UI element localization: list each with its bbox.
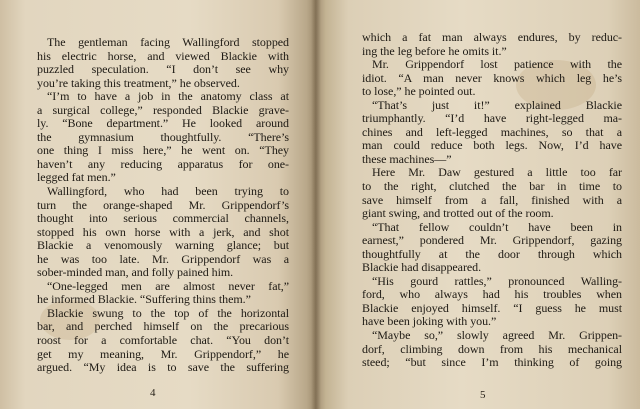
text-line: which a fat man always endures, by reduc- bbox=[362, 31, 622, 44]
text-line: stopped his own horse with a jerk, and shot bbox=[37, 225, 289, 239]
text-line: legged fat men.” bbox=[37, 171, 116, 185]
text-line: bar, and perched himself on the precarious bbox=[37, 320, 289, 334]
text-line: steed; “but since I’m thinking of going bbox=[362, 356, 622, 370]
text-line: a surgical college,” responded Blackie grave- bbox=[37, 103, 289, 117]
text-line: ing the leg before he omits it.” bbox=[362, 44, 507, 58]
text-line: argued. “My idea is to save the suffering bbox=[37, 361, 289, 375]
text-line: to the right, clutched the bar in time to bbox=[362, 180, 622, 194]
text-line: “Maybe so,” slowly agreed Mr. Grippen- bbox=[372, 329, 622, 343]
text-line: ly. “Bone department.” He looked around bbox=[37, 117, 289, 131]
right-page-text bbox=[362, 31, 622, 370]
text-line: “I’m to have a job in the anatomy class at bbox=[47, 90, 289, 104]
text-line: thoughtfully at the door through which bbox=[362, 247, 622, 261]
text-line: roost for a comfortable chat. “You don’t bbox=[37, 334, 289, 348]
text-line: idiot. “A man never knows which leg he’s bbox=[362, 71, 622, 85]
text-line: “That fellow couldn’t have been in bbox=[372, 220, 622, 234]
text-line: haven’t any reducing apparatus for one- bbox=[37, 157, 289, 171]
text-line: chines and left-legged machines, so that a bbox=[362, 125, 622, 139]
text-line: Blackie a venomously warning glance; but bbox=[37, 239, 289, 253]
text-line: Blackie swung to the top of the horizontal bbox=[47, 306, 289, 320]
text-line: Blackie enjoyed himself. “I guess he must bbox=[362, 301, 622, 315]
text-line: dorf, climbing down from his mechanical bbox=[362, 342, 622, 356]
text-line: save himself from a fall, finished with a bbox=[362, 193, 622, 207]
text-line: he was too late. Mr. Grippendorf was a bbox=[37, 252, 289, 266]
text-line: the gymnasium thoughtfully. “There’s bbox=[37, 130, 289, 144]
text-line: “One-legged men are almost never fat,” bbox=[47, 279, 289, 293]
left-page-text bbox=[37, 36, 289, 375]
text-line: Blackie had disappeared. bbox=[362, 261, 482, 275]
text-line: ford, who always had his troubles when bbox=[362, 288, 622, 302]
text-line: Mr. Grippendorf lost patience with the bbox=[372, 58, 622, 72]
text-line: “His gourd rattles,” pronounced Walling- bbox=[372, 274, 622, 288]
text-line: Here Mr. Daw gestured a little too far bbox=[372, 166, 622, 180]
text-line: earnest,” pondered Mr. Grippendorf, gazing bbox=[362, 234, 622, 248]
text-line: get my meaning, Mr. Grippendorf,” he bbox=[37, 347, 289, 361]
text-line: turn the orange-shaped Mr. Grippendorf’s bbox=[37, 198, 289, 212]
page-number-left: 4 bbox=[150, 387, 156, 399]
book-gutter bbox=[311, 0, 321, 409]
right-page bbox=[316, 0, 640, 409]
text-line: man could reduce both legs. Now, I’d have bbox=[362, 139, 622, 153]
text-line: have been joking with you.” bbox=[362, 315, 497, 329]
text-line: giant swing, and trotted out of the room. bbox=[362, 207, 554, 221]
text-line: sober-minded man, and folly pained him. bbox=[37, 266, 234, 280]
text-line: The gentleman facing Wallingford stopped bbox=[47, 36, 289, 49]
text-line: one thing I miss here,” he went on. “They bbox=[37, 144, 289, 158]
text-line: puzzled speculation. “I don’t see why bbox=[37, 63, 289, 77]
text-line: his electric horse, and viewed Blackie with bbox=[37, 49, 289, 63]
text-line: to lose,” he pointed out. bbox=[362, 85, 476, 99]
text-line: these machines—” bbox=[362, 152, 452, 166]
text-line: Wallingford, who had been trying to bbox=[47, 185, 289, 199]
text-line: thought into serious commercial channels, bbox=[37, 212, 289, 226]
text-line: “That’s just it!” explained Blackie bbox=[372, 98, 622, 112]
page-number-right: 5 bbox=[480, 389, 486, 401]
left-page bbox=[0, 0, 316, 409]
text-line: he informed Blackie. “Suffering thins them.” bbox=[37, 293, 251, 307]
text-line: you’re taking this treatment,” he observed. bbox=[37, 76, 240, 90]
text-line: triumphantly. “I’d have right-legged ma- bbox=[362, 112, 622, 126]
